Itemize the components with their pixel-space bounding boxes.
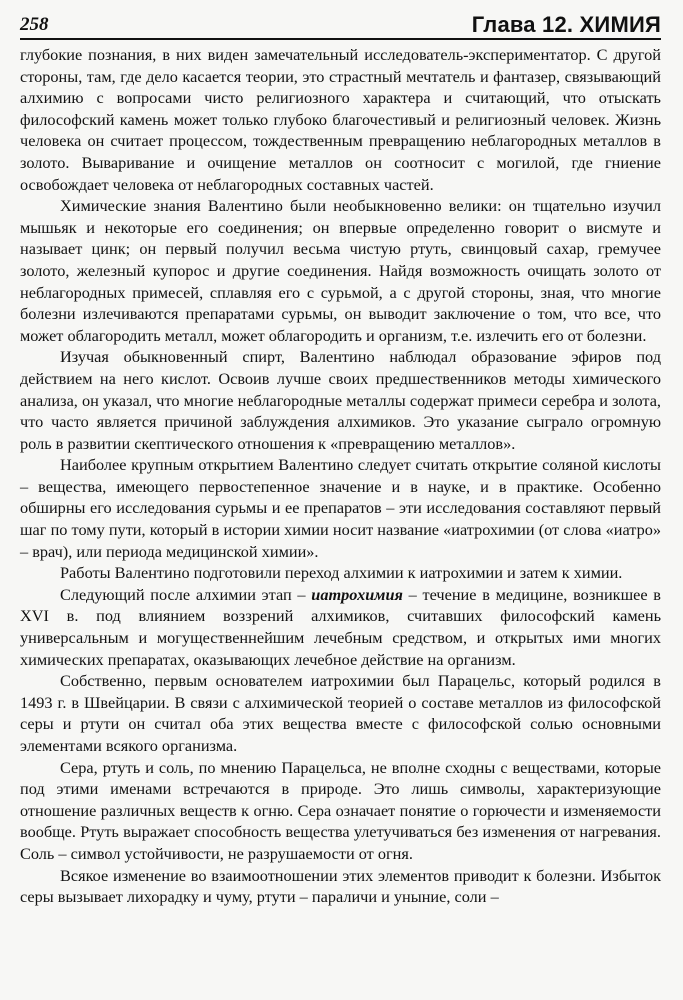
page-number: 258 bbox=[20, 14, 49, 35]
paragraph: Наиболее крупным открытием Валентино следует считать открытие соляной кислоты – вещества, имеющего первостепенное значение и в науке, и в практике. Особенно обширны его исследования сурьмы и ее препаратов – эти исследования составляют первый шаг по тому пути, который в истории химии носит название «иатрохимии (от слова «иатро» – врач), или периода медицинской химии». bbox=[20, 455, 661, 561]
paragraph: Сера, ртуть и соль, по мнению Парацельса, не вполне сходны с веществами, которые под этими именами встречаются в природе. Это лишь символы, характеризующие отношение различных веществ к огню. Сера означает понятие о горючести и изменяемости вообще. Ртуть выражает способность вещества улетучиваться без изменения от нагревания. Соль – символ устойчивости, не разрушаемости от огня. bbox=[20, 757, 661, 863]
body-text bbox=[20, 44, 661, 908]
paragraph-text: Следующий после алхимии этап – bbox=[60, 584, 312, 604]
paragraph-iatrochemistry bbox=[20, 584, 661, 670]
chapter-title: Глава 12. ХИМИЯ bbox=[471, 12, 661, 37]
paragraph-continued: глубокие познания, в них виден замечательный исследователь-экспериментатор. С другой стороны, там, где дело касается теории, это страстный мечтатель и фантазер, связывающий алхимию с вопросами чисто религиозного характера и считающий, что отыскать философский камень может только глубоко благочестивый и религиозный человек. Жизнь человека он считает процессом, тождественным превращению неблагородных металлов в золото. Вываривание и очищение металлов он соотносит с могилой, где гниение освобождает человека от неблагородных составных частей. bbox=[20, 45, 661, 194]
paragraph: Изучая обыкновенный спирт, Валентино наблюдал образование эфиров под действием на него кислот. Освоив лучше своих предшественников методы химического анализа, он указал, что многие неблагородные металлы содержат примеси серебра и золота, что часто является причиной заблуждения алхимиков. Это указание сыграло огромную роль в развитии скептического отношения к «превращению металлов». bbox=[20, 347, 661, 453]
paragraph: Собственно, первым основателем иатрохимии был Парацельс, который родился в 1493 г. в Швейцарии. В связи с алхимической теорией о составе металлов из философской серы и ртути он считал оба этих вещества вместе с философской солью основными элементами всякого организма. bbox=[20, 671, 661, 755]
paragraph-text: – течение в медицине, возникшее в XVI в. под влиянием воззрений алхимиков, считавших философский камень универсальным и могущественнейшим лечебным средством, и открытых ими многих химических препаратах, оказывающих лечебное действие на организм. bbox=[20, 584, 661, 669]
paragraph: Всякое изменение во взаимоотношении этих элементов приводит к болезни. Избыток серы вызывает лихорадку и чуму, ртути – параличи и уныние, соли – bbox=[20, 865, 661, 907]
emphasized-term: иатрохимия bbox=[311, 584, 403, 604]
paragraph: Работы Валентино подготовили переход алхимии к иатрохимии и затем к химии. bbox=[60, 563, 623, 583]
paragraph: Химические знания Валентино были необыкновенно велики: он тщательно изучил мышьяк и некоторые его соединения; он впервые определенно говорит о висмуте и называет цинк; он первый получил весьма чистую ртуть, свинцовый сахар, гремучее золото, железный купорос и другие соединения. Найдя возможность очищать золото от неблагородных примесей, сплавляя его с сурьмой, а с другой стороны, зная, что многие болезни излечиваются препаратами сурьмы, он выводит заключение о том, что все, что может облагородить металл, может облагородить и организм, т.е. излечить его от болезни. bbox=[20, 196, 661, 345]
running-header bbox=[20, 14, 661, 40]
